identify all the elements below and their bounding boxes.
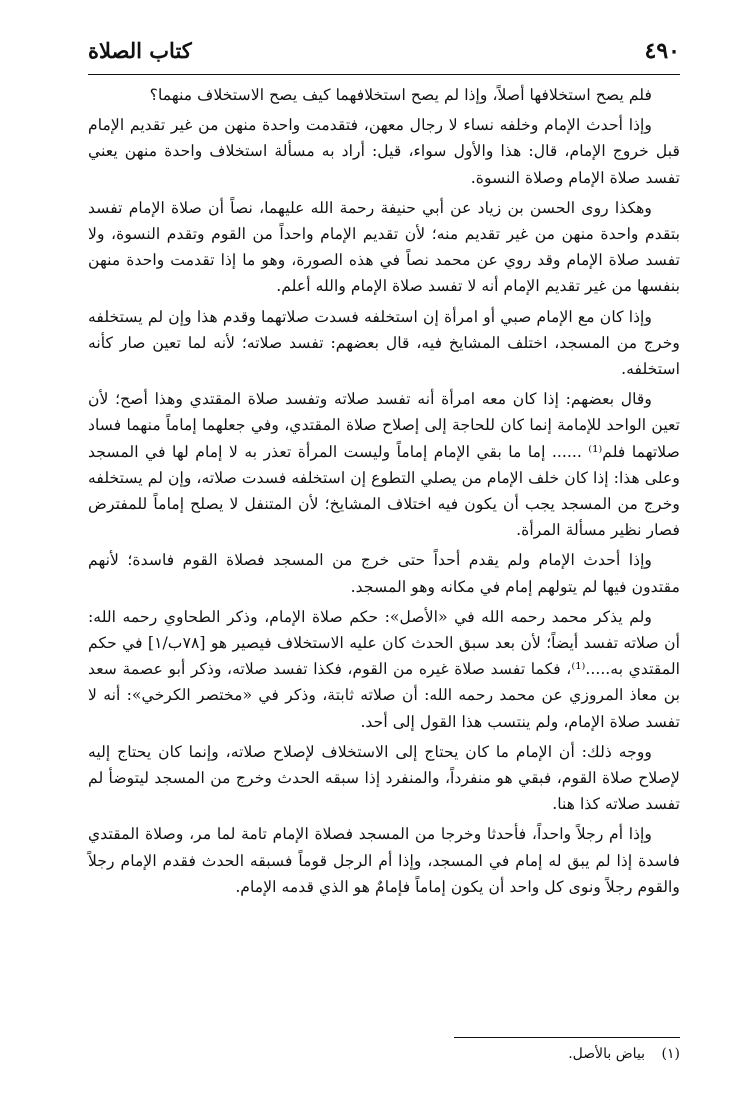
paragraph: وإذا أحدث الإمام ولم يقدم أحداً حتى خرج من المسجد فصلاة القوم فاسدة؛ لأنهم مقتدون فيها لم يتولهم إمام في مكانه وهو المسجد.: [88, 550, 680, 596]
paragraph: وقال بعضهم: إذا كان معه امرأة أنه تفسد صلاته وتفسد صلاة المقتدي وهذا أصح؛ لأن تعين الواحد للإمامة إنما كان للحاجة إلى إصلاح صلاة المقتدي، وفي جعلهما إماماً منهما فساد صلاتهما فلم⁽¹⁾ ...... إما ما بقي الإمام إماماً وليست المرأة تعذر به لا إمام لها في المسجد وعلى هذا: إذا كان خلف الإمام من يصلي التطوع إن استخلفه فسدت صلاته، وإن لم يستخلفه وخرج من المسجد يجب أن يكون فيه اختلاف المشايخ؛ لأن المتنفل لا يصلح إماماً للمفترض فصار نظير مسألة المرأة.: [88, 389, 680, 540]
page-number: ٤٩٠: [644, 38, 680, 64]
page-header: [88, 34, 680, 75]
paragraph: فلم يصح استخلافها أصلاً، وإذا لم يصح استخلافهما كيف يصح الاستخلاف منهما؟: [149, 85, 652, 104]
paragraph: وإذا كان مع الإمام صبي أو امرأة إن استخلفه فسدت صلاتهما وقدم هذا وإن لم يستخلفه وخرج من المسجد، اختلف المشايخ فيه، قال بعضهم: تفسد صلاته؛ لأنه لما تعين صار كأنه استخلفه.: [88, 306, 680, 379]
paragraph: ووجه ذلك: أن الإمام ما كان يحتاج إلى الاستخلاف لإصلاح صلاته، وإنما كان يحتاج إليه لإصلاح صلاة القوم، فبقي هو منفرداً، والمنفرد إذا سبقه الحدث وخرج من المسجد ليتوضأ لم تفسد صلاته كذا هنا.: [88, 741, 680, 814]
footnote: [380, 1043, 680, 1065]
paragraph: ولم يذكر محمد رحمه الله في «الأصل»: حكم صلاة الإمام، وذكر الطحاوي رحمه الله: أن صلاته تفسد أيضاً؛ لأن بعد سبق الحدث كان عليه الاستخلاف فيصير هو [٧٨ب/١] في حكم المقتدي به.....⁽¹⁾، فكما تفسد صلاة غيره من القوم، فكذا تفسد صلاته، وذكر أبو عصمة سعد بن معاذ المروزي عن محمد رحمه الله: أن صلاته ثابتة، وذكر في «مختصر الكرخي»: أنه لا تفسد صلاة الإمام، ولم ينتسب هذا القول إلى أحد.: [88, 606, 680, 731]
paragraph: وهكذا روى الحسن بن زياد عن أبي حنيفة رحمة الله عليهما، نصاً أن صلاة الإمام تفسد بتقدم واحدة منهن من غير تقديم منه؛ لأن تقديم الإمام واحداً من القوم وتقدم النسوة، ولا تفسد صلاة الإمام وقد روي عن محمد نصاً في هذه الصورة، وهو ما إذا تقدمت واحدة منهن بنفسها من غير تقديم الإمام أنه لا تفسد صلاة الإمام والله أعلم.: [88, 197, 680, 296]
paragraph: وإذا أم رجلاً واحداً، فأحدثا وخرجا من المسجد فصلاة الإمام تامة لما مر، وصلاة المقتدي فاسدة إذا لم يبق له إمام في المسجد، وإذا أم الرجل قوماً فسبقه الحدث فقدم الإمام رجلاً والقوم رجلاً ونوى كل واحد أن يكون إماماً فإمامٌ هو الذي قدمه الإمام.: [88, 824, 680, 896]
body-text: [88, 82, 680, 904]
paragraph: وإذا أحدث الإمام وخلفه نساء لا رجال معهن، فتقدمت واحدة منهن من غير تقديم الإمام قبل خروج الإمام، قال: هذا والأول سواء، قيل: أراد به مسألة استخلاف واحدة منهن يعني تفسد صلاة الإمام وصلاة النسوة.: [88, 115, 680, 187]
footnote-number: (١): [661, 1046, 680, 1062]
book-title: كتاب الصلاة: [88, 38, 192, 63]
footnote-divider: [454, 1037, 680, 1038]
footnote-text: بياض بالأصل.: [568, 1046, 646, 1062]
